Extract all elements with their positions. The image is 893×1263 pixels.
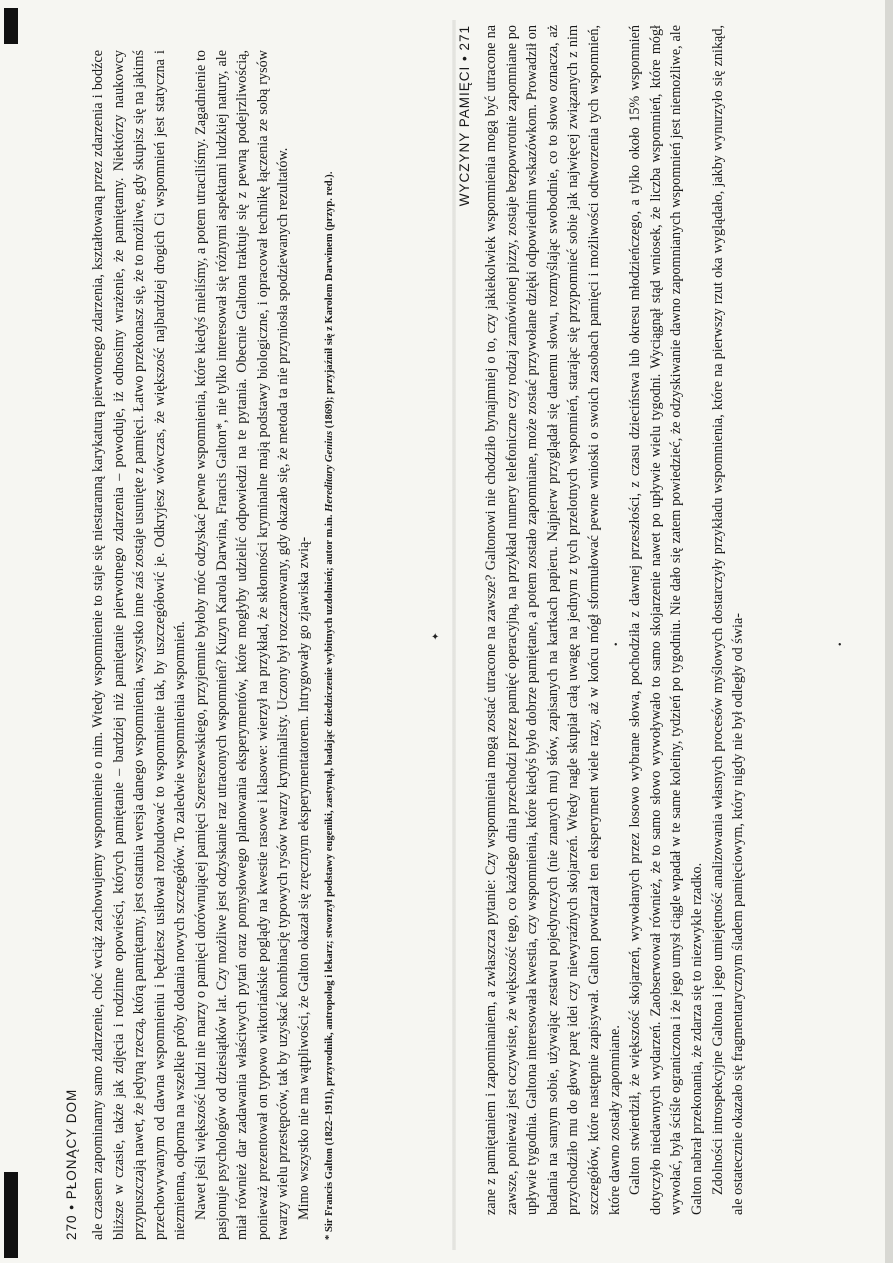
binding-shadow-bottom (4, 1172, 18, 1258)
scan-speck: • (614, 640, 618, 651)
left-page-body (88, 50, 315, 1240)
binding-shadow-top (4, 8, 18, 44)
paragraph: Mimo wszystko nie ma wątpliwości, że Galton okazał się zręcznym eksperymentatorem. Intrygowały go zjawiska zwią- (295, 536, 312, 1220)
paragraph: Galton stwierdził, że większość skojarzeń, wywołanych przez losowo wybrane słowa, pochodziła z dawnej przeszłości, z czasu dzieciństwa lub okresu młodzieńczego, a tylko około 15% wspomnień dotyczyło niedawnych wydarzeń. Zaobserwował również, że to samo słowo wywoływało to samo skojarzenie nawet po upływie wielu tygodni. Wyciągnął stąd wniosek, że liczba wspomnień, które mógł wywołać, była ściśle ograniczona i że jego umysł ciągle wpadał w te same koleiny, tydzień po tygodniu. Nie dało się zatem powiedzieć, że odzyskiwanie dawno zapomnianych wspomnień jest niemożliwe, ale Galton nabrał przekonania, że zdarza się to niezwykle rzadko. (627, 25, 705, 1215)
paragraph: ale czasem zapominamy samo zdarzenie, choć wciąż zachowujemy wspomnienie o nim. Wtedy wspomnienie to staje się niestaranną karykaturą pierwotnego zdarzenia, kształtowaną przez zdarzenia i bodźce bliższe w czasie, także jak zdjęcia i rodzinne opowieści, których pamiętanie – bardziej niż pamiętanie pierwotnego zdarzenia – powoduje, iż odnosimy wrażenie, że pamiętamy. Niektórzy naukowcy przypuszczają nawet, że jedyną rzeczą, którą pamiętamy, jest ostatnia wersja danego wspomnienia, wszystko inne zaś zostaje usunięte z pamięci. Łatwo przekonasz się, że to możliwe, gdy skupisz się na jakimś przechowywanym od dawna wspomnieniu i będziesz usiłował rozbudować to wspomnienie tak, by uszczegółowić je. Odkryjesz wówczas, że większość najbardziej drogich Ci wspomnień jest statyczna i niezmienna, odporna na wszelkie próby dodania nowych szczegółów. To zaledwie wspomnienia wspomnień. (90, 50, 189, 1240)
scan-speck: • (838, 640, 842, 651)
footnote (323, 50, 336, 1240)
footnote-book-title: Hereditary Genius (323, 430, 335, 512)
scan-speck: ✦ (431, 632, 440, 643)
right-page (455, 25, 845, 1215)
footnote-text: * Sir Francis Galton (1822–1911), przyrodnik, antropolog i lekarz; stworzył podstawy eugeniki, zastynął, badając dziedziczenie wybitnych uzdolnień; autor m.in. (323, 511, 335, 1240)
paragraph: Zdolności introspekcyjne Galtona i jego umiejętność analizowania własnych procesów myślowych dostarczyły przykładu wspomnienia, które na pierwszy rzut oka wyglądało, jakby wynurzyło się znikąd, ale ostatecznie okazało się fragmentarycznym śladem pamięciowym, który nigdy nie był odległy od świa- (709, 25, 747, 1215)
page-header-left: 270 • PŁONĄCY DOM (64, 1088, 79, 1240)
paragraph: Nawet jeśli większość ludzi nie marzy o pamięci dorównującej pamięci Szereszewskiego, przyjemnie byłoby móc odzyskać pewne wspomnienia, które kiedyś mieliśmy, a potem utraciliśmy. Zagadnienie to pasjonuje psychologów od dziesiątków lat. Czy możliwe jest odzyskanie raz utraconych wspomnień? Kuzyn Karola Darwina, Francis Galton*, nie tylko interesował się różnymi aspektami ludzkiej natury, ale miał również dar zadawania właściwych pytań oraz pomysłowego planowania eksperymentów, które mogłyby udzielić odpowiedzi na te pytania. Obecnie Galtona traktuje się z pewną podejrzliwością, ponieważ prezentował on typowo wiktoriańskie poglądy na kwestie rasowe i klasowe: wierzył na przykład, że skłonności kryminalne mają podstawy biologiczne, i opracował technikę łączenia ze sobą rysów twarzy wielu przestępców, tak by uzyskać kombinację typowych rysów twarzy kryminalisty. Uczony był rozczarowany, gdy okazało się, że metoda ta nie przyniosła spodziewanych rezultatów. (192, 50, 292, 1240)
footnote-text-end: (1869); przyjaźnił się z Karolem Darwinem (przyp. red.). (323, 171, 335, 431)
page-header-right: WYCZYNY PAMIĘCI • 271 (457, 25, 472, 207)
paragraph: zane z pamiętaniem i zapominaniem, a zwłaszcza pytanie: Czy wspomnienia mogą zostać utracone na zawsze? Galtonowi nie chodziło bynajmniej o to, czy jakiekolwiek wspomnienia mogą być utracone na zawsze, ponieważ jest oczywiste, że większość tego, co każdego dnia przechodzi przez pamięć operacyjną, na przykład numery telefoniczne czy rodzaj zamówionej pizzy, zostaje bezpowrotnie zapomniane po upływie tygodnia. Galtona interesowała kwestia, czy wspomnienia, które kiedyś było dobrze pamiętane, a potem zostało zapomniane, może zostać przywołane dzięki odpowiednim wskazówkom. Prowadził on badania na samym sobie, używając zestawu pojedynczych (nie znanych mu) słów, zapisanych na kartkach papieru. Najpierw przyglądał się danemu słowu, rozmyślając swobodnie, co to słowo oznacza, aż przychodziło mu do głowy parę idei czy niewyraźnych skojarzeń. Wtedy nagle skupiał całą uwagę na jednym z tych przelotnych wspomnień, starając się przypomnieć sobie jak najwięcej związanych z nim szczegółów, które następnie zapisywał. Galton powtarzał ten eksperyment wiele razy, aż w końcu mógł sformułować pewne wnioski o swoich zasobach pamięci i możliwości odtworzenia tych wspomnień, które dawno zostały zapomniane. (483, 25, 623, 1215)
left-page (62, 50, 442, 1240)
page-edge (885, 0, 893, 1263)
right-page-body (481, 25, 749, 1215)
